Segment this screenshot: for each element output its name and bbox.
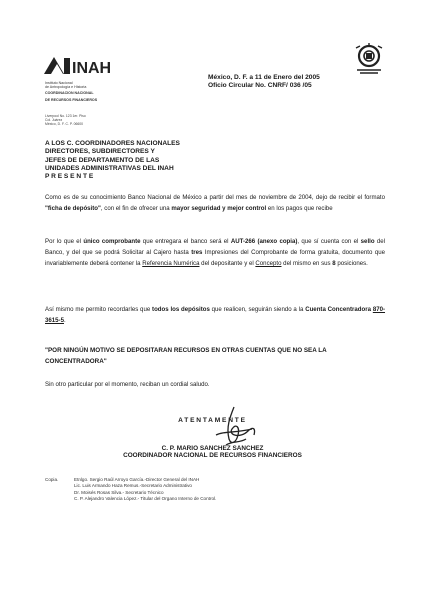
- institute-address: [45, 114, 125, 127]
- institute-line: Instituto Nacional: [45, 81, 73, 85]
- paragraph-3: Así mismo me permito recordarles que todos los depósitos que realicen, seguirán siendo a la Cuenta Concentradora 870-3615-5.: [45, 306, 386, 324]
- department-line: COORDINACION NACIONAL: [45, 91, 94, 96]
- institute-line: de Antropología e Historia: [45, 85, 87, 90]
- copy-recipient: C. P. Alejandro Valencia López.- Titular del Organo Interno de Control.: [74, 496, 217, 502]
- warning-quote: "POR NINGÚN MOTIVO SE DEPOSITARAN RECURSOS EN OTRAS CUENTAS QUE NO SEA LA CONCENTRADORA": [45, 347, 327, 365]
- logo-text: INAH: [72, 60, 112, 76]
- greeting: Sin otro particular por el momento, reciban un cordial saludo.: [45, 381, 210, 388]
- paragraph-1: Como es de su conocimiento Banco Nacional de México a partir del mes de noviembre de 2004, dejo de recibir el formato "ficha de depósito", con el fin de ofrecer una mayor seguridad y mejor control en los pagos que recibe: [45, 194, 385, 212]
- copy-recipient: Etnlgo. Sergio Raúl Arroyo García.-Director General del INAH: [74, 477, 200, 482]
- copy-recipient: Lic. Luis Armando Haza Remus.-Secretario Administrativo: [74, 483, 192, 489]
- department-line: DE RECURSOS FINANCIEROS: [45, 97, 98, 102]
- recipient-line: UNIDADES ADMINISTRATIVAS DEL INAH: [45, 164, 174, 172]
- copy-label: Copia.: [45, 477, 59, 482]
- recipients: [45, 140, 335, 181]
- recipient-line: A LOS C. COORDINADORES NACIONALES: [45, 140, 180, 147]
- address-line: Col. Juárez: [45, 118, 63, 123]
- recipient-line: DIRECTORES, SUBDIRECTORES Y: [45, 148, 155, 156]
- seal-icon: [354, 42, 384, 76]
- signer-block: [0, 445, 425, 460]
- copy-recipient: Dr. Moisés Rosas Silva.- Secretario Técnico: [74, 489, 164, 495]
- document-date: México, D. F. a 11 de Enero del 2005: [208, 74, 320, 81]
- institute-name: [45, 81, 125, 102]
- signer-title: COORDINADOR NACIONAL DE RECURSOS FINANCIEROS: [123, 452, 302, 460]
- recipient-line: JEFES DE DEPARTAMENTO DE LAS: [45, 156, 160, 164]
- signer-name: C. P. MARIO SANCHEZ SANCHEZ: [161, 445, 264, 452]
- circular-number: Oficio Circular No. CNRF/ 036 /05: [208, 82, 312, 89]
- copy-list: [74, 477, 354, 503]
- paragraph-2: Por lo que el único comprobante que entregara el banco será el AUT-266 (anexo copia), que sí cuenta con el sello del Banco, y del que se podrá Solicitar al Cajero hasta tres Impresiones del Comprobante de forma gratuita, documento que invariablemente deberá contener la Referencia Numérica del depositante y el Concepto del mismo en sus 8 posiciones.: [45, 238, 385, 267]
- inah-logo: [42, 54, 112, 76]
- date-block: [208, 74, 383, 90]
- recipient-line: P R E S E N T E: [45, 173, 94, 181]
- closing: ATENTAMENTE: [178, 417, 247, 424]
- address-line: México, D. F. C. P. 06600: [45, 122, 84, 127]
- address-line: Liverpool No. 123 1er. Piso: [45, 114, 86, 118]
